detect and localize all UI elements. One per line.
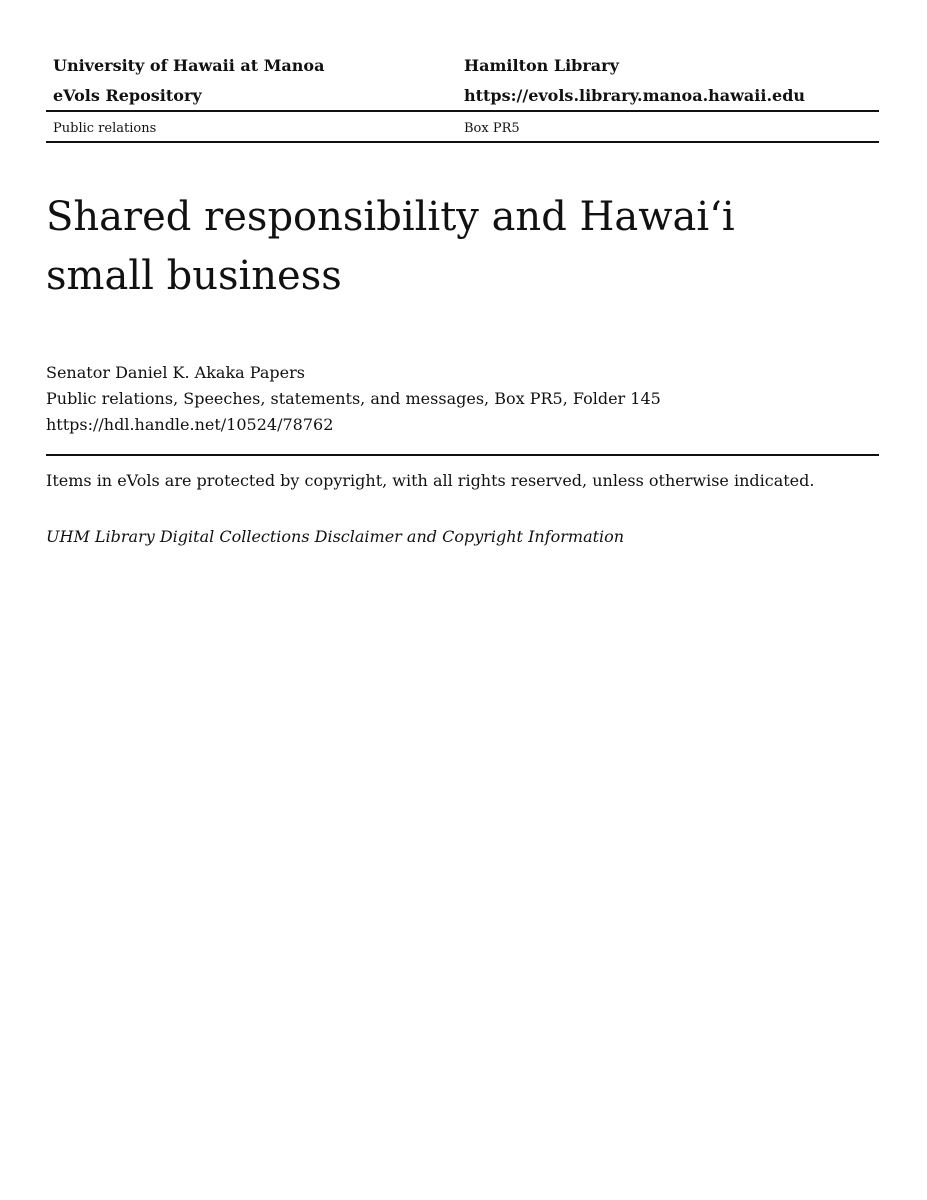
header-divider-bottom	[46, 141, 879, 143]
disclaimer-link[interactable]: UHM Library Digital Collections Disclaimer and Copyright Information	[46, 527, 625, 546]
institution-name: University of Hawaii at Manoa	[53, 55, 325, 75]
collection-name: Senator Daniel K. Akaka Papers	[46, 363, 305, 382]
metadata-divider	[46, 454, 879, 456]
document-metadata	[46, 360, 879, 438]
header-row-1	[46, 50, 879, 80]
title-line-2: small business	[46, 253, 342, 299]
handle-link[interactable]: https://hdl.handle.net/10524/78762	[46, 415, 334, 434]
header-subrow	[46, 112, 879, 141]
document-title	[46, 188, 806, 306]
collection-area: Public relations	[53, 121, 157, 136]
folder-location: Public relations, Speeches, statements, and messages, Box PR5, Folder 145	[46, 389, 661, 408]
box-label: Box PR5	[464, 121, 520, 136]
repository-name: eVols Repository	[53, 85, 202, 105]
copyright-notice: Items in eVols are protected by copyright, with all rights reserved, unless otherwise indicated.	[46, 471, 815, 490]
header-row-2	[46, 80, 879, 110]
document-header	[46, 50, 879, 143]
repository-url-link[interactable]: https://evols.library.manoa.hawaii.edu	[464, 85, 806, 105]
title-line-1: Shared responsibility and Hawai‘i	[46, 194, 735, 240]
library-name: Hamilton Library	[464, 55, 619, 75]
